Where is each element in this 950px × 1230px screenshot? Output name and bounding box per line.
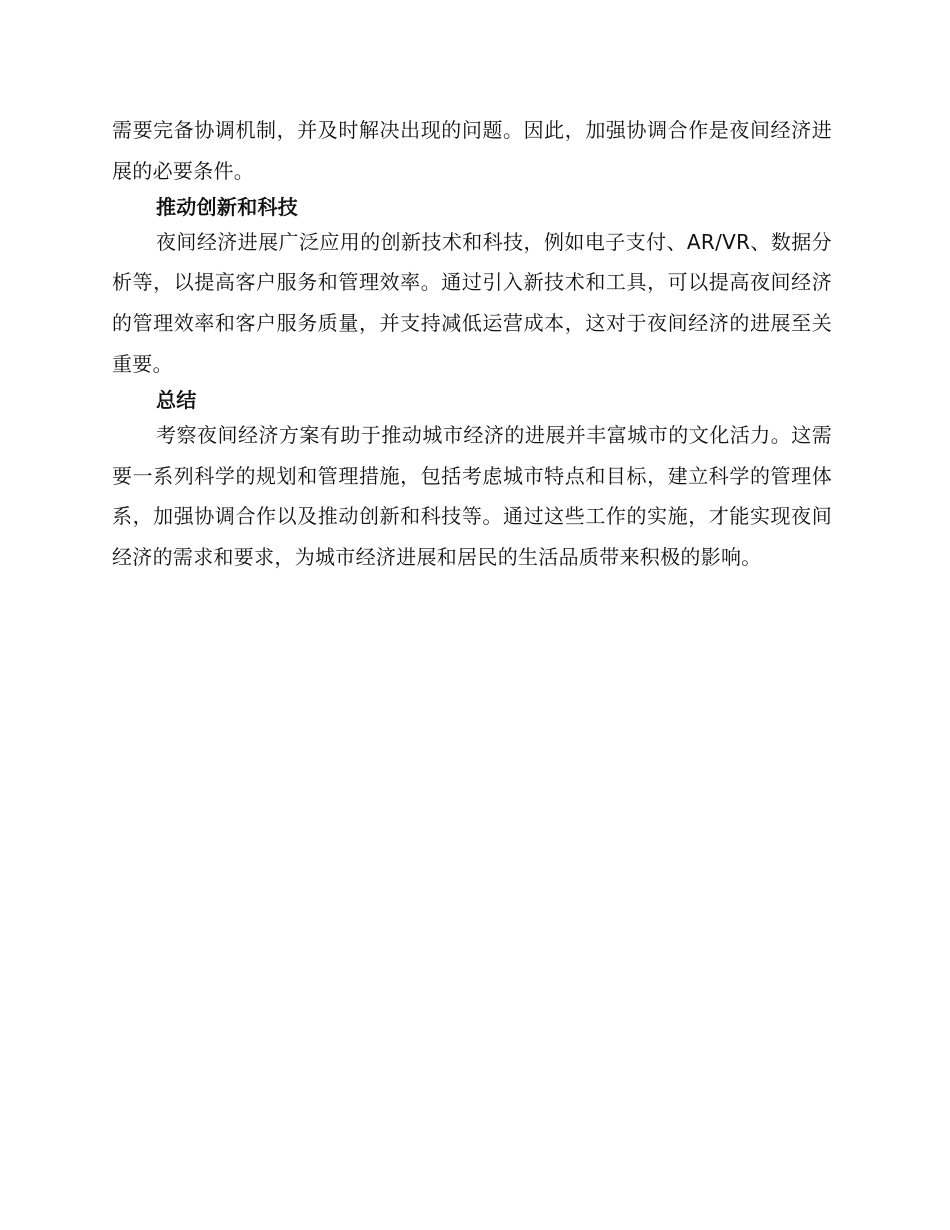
continuation-paragraph: 需要完备协调机制，并及时解决出现的问题。因此，加强协调合作是夜间经济进展的必要条件。: [112, 118, 832, 183]
document-body: [112, 110, 832, 578]
section-heading-summary: 总结: [156, 387, 197, 412]
section-heading-innovation: 推动创新和科技: [156, 194, 299, 219]
section-paragraph-innovation: 夜间经济进展广泛应用的创新技术和科技，例如电子支付、AR/VR、数据分析等，以提高客户服务和管理效率。通过引入新技术和工具，可以提高夜间经济的管理效率和客户服务质量，并支持减低运营成本，这对于夜间经济的进展至关重要。: [112, 229, 832, 376]
section-paragraph-summary: 考察夜间经济方案有助于推动城市经济的进展并丰富城市的文化活力。这需要一系列科学的规划和管理措施，包括考虑城市特点和目标，建立科学的管理体系，加强协调合作以及推动创新和科技等。通过这些工作的实施，才能实现夜间经济的需求和要求，为城市经济进展和居民的生活品质带来积极的影响。: [112, 422, 832, 570]
